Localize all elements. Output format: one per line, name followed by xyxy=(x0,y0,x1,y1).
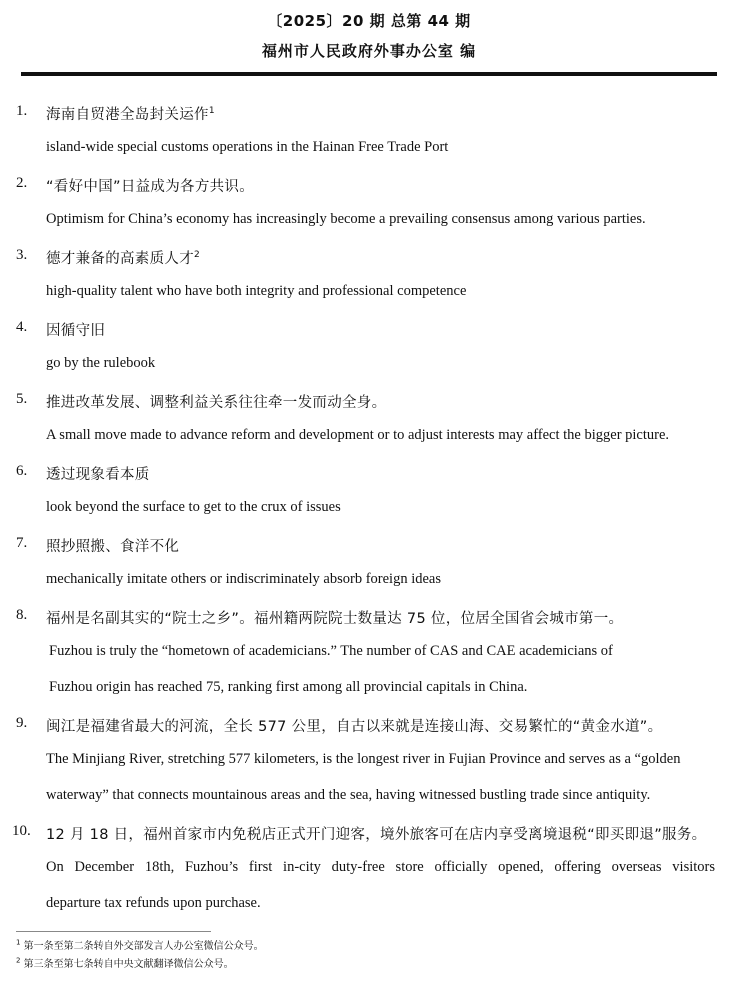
entry-number: 4. xyxy=(16,319,28,335)
entry-chinese: 闽江是福建省最大的河流，全长 577 公里，自古以来就是连接山海、交易繁忙的“黄金水道”。 xyxy=(46,719,663,735)
entry-english: go by the rulebook xyxy=(46,355,156,371)
footnote-marker: 2 xyxy=(194,250,201,261)
entry-number: 7. xyxy=(16,535,28,551)
footnote-marker: 1 xyxy=(208,106,215,117)
entry-chinese: 照抄照搬、食洋不化 xyxy=(46,539,180,555)
entry-english: A small move made to advance reform and development or to adjust interests may affect the bigger picture. xyxy=(46,427,670,443)
entry-number: 5. xyxy=(16,391,28,407)
footnote-rule xyxy=(16,931,211,932)
entry-chinese xyxy=(46,247,200,268)
footnote-marker: 2 xyxy=(16,956,21,965)
entry-english-line-1: On December 18th, Fuzhou’s first in-city duty-free store officially opened, offering overseas visitors xyxy=(46,859,715,875)
chinese-text: 德才兼备的高素质人才 xyxy=(46,251,194,267)
entry-number: 6. xyxy=(16,463,28,479)
entry-number: 10. xyxy=(12,823,31,839)
entry-chinese: 因循守旧 xyxy=(46,323,106,339)
entry-number: 9. xyxy=(16,715,28,731)
entry-english: look beyond the surface to get to the crux of issues xyxy=(46,499,341,515)
entry-chinese: 12 月 18 日，福州首家市内免税店正式开门迎客，境外旅客可在店内享受离境退税“即买即退”服务。 xyxy=(46,827,707,843)
entry-chinese: 透过现象看本质 xyxy=(46,467,150,483)
footnote-text: 第三条至第七条转自中央文献翻译微信公众号。 xyxy=(23,959,234,970)
entry-chinese: 推进改革发展、调整利益关系往往牵一发而动全身。 xyxy=(46,395,387,411)
footnote-marker: 1 xyxy=(16,938,21,947)
entry-english-line-1: Fuzhou is truly the “hometown of academicians.” The number of CAS and CAE academicians of xyxy=(49,643,613,659)
footnote-text: 第一条至第二条转自外交部发言人办公室微信公众号。 xyxy=(23,941,264,952)
footnote-2 xyxy=(16,955,234,970)
chinese-text: 海南自贸港全岛封关运作 xyxy=(46,107,209,123)
header-rule xyxy=(21,72,717,76)
header-office: 福州市人民政府外事办公室 编 xyxy=(261,42,477,60)
entry-number: 2. xyxy=(16,175,28,191)
entry-number: 8. xyxy=(16,607,28,623)
entry-number: 3. xyxy=(16,247,28,263)
entry-english: high-quality talent who have both integrity and professional competence xyxy=(46,283,467,299)
entry-number: 1. xyxy=(16,103,28,119)
header-issue: 〔2025〕20 期 总第 44 期 xyxy=(267,12,471,30)
entry-english-line-2: departure tax refunds upon purchase. xyxy=(46,895,261,911)
entry-english: mechanically imitate others or indiscriminately absorb foreign ideas xyxy=(46,571,441,587)
entry-chinese: 福州是名副其实的“院士之乡”。福州籍两院院士数量达 75 位，位居全国省会城市第一。 xyxy=(46,611,624,627)
entry-english-line-2: Fuzhou origin has reached 75, ranking first among all provincial capitals in China. xyxy=(49,679,528,695)
footnote-1 xyxy=(16,937,264,952)
entry-english: Optimism for China’s economy has increasingly become a prevailing consensus among various parties. xyxy=(46,211,646,227)
entry-english: island-wide special customs operations in the Hainan Free Trade Port xyxy=(46,139,449,155)
entry-chinese xyxy=(46,103,215,124)
entry-chinese: “看好中国”日益成为各方共识。 xyxy=(46,179,255,195)
entry-english-line-1: The Minjiang River, stretching 577 kilometers, is the longest river in Fujian Province and serves as a “golden xyxy=(46,751,681,767)
entry-english-line-2: waterway” that connects mountainous areas and the sea, having witnessed bustling trade since antiquity. xyxy=(46,787,651,803)
